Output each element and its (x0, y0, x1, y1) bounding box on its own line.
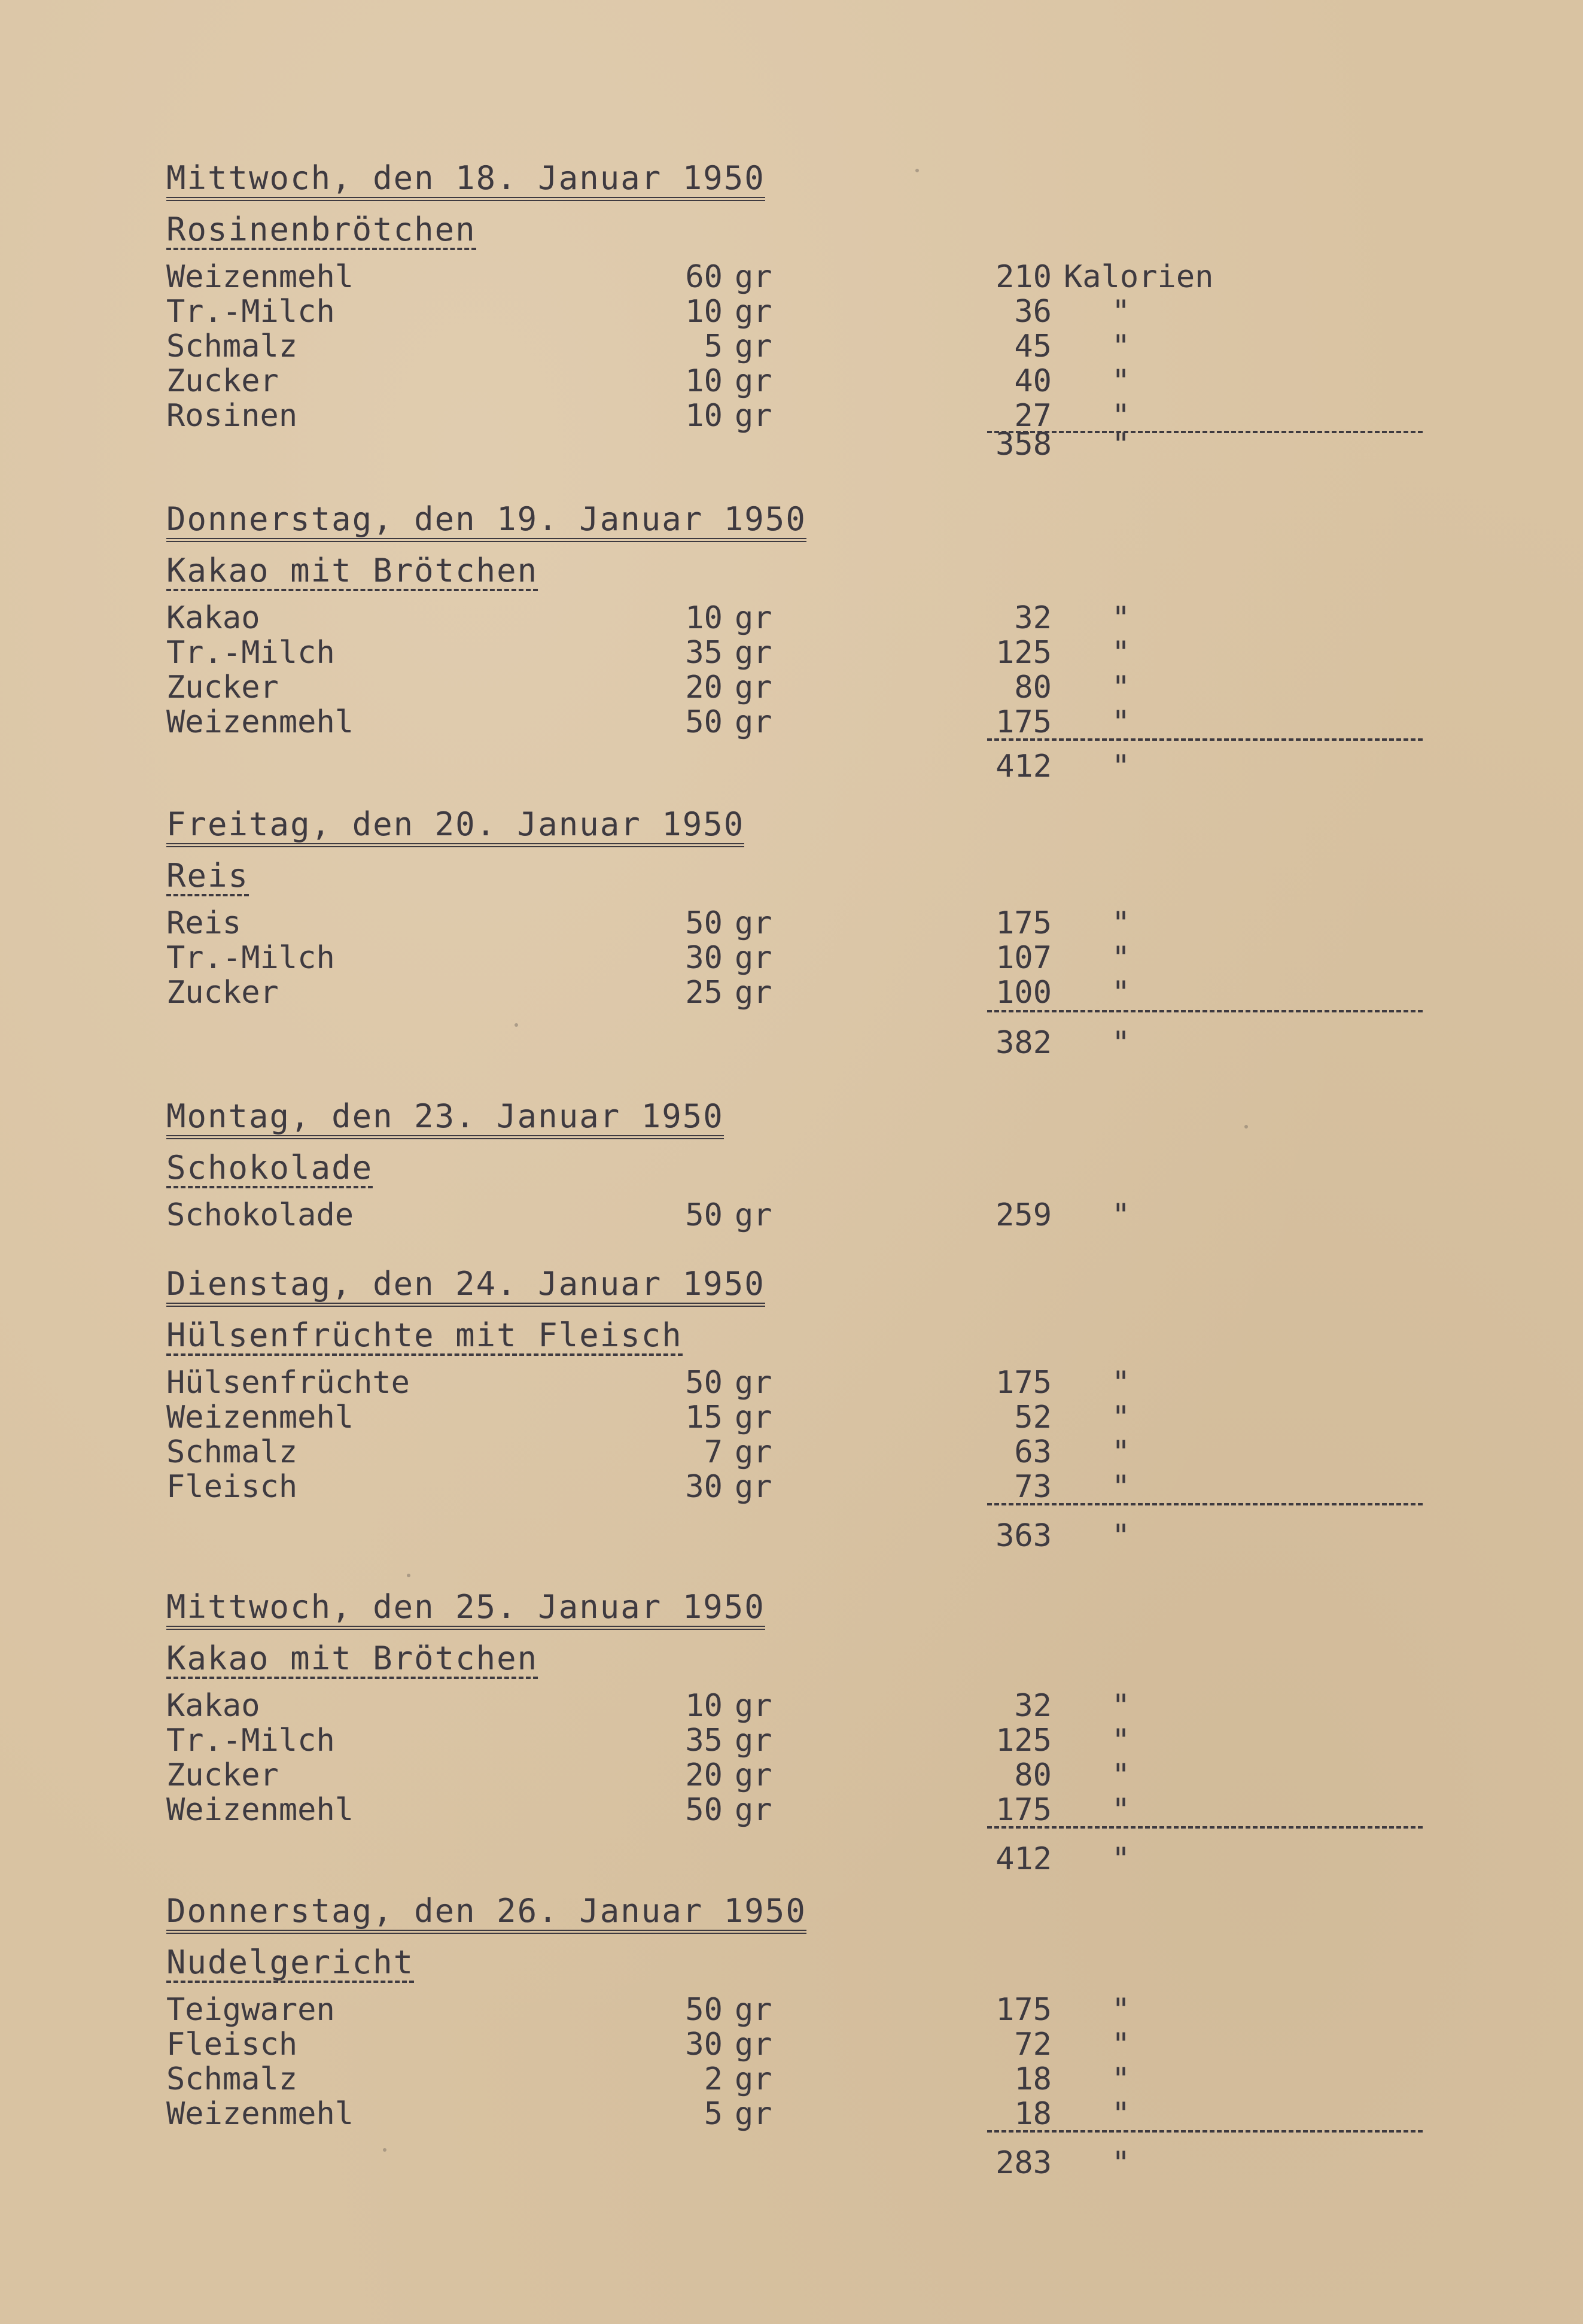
ingredient-kcal: 40 (1014, 363, 1052, 399)
ingredient-unit: gr (735, 1992, 772, 2028)
ingredient-row (166, 941, 1303, 975)
ingredient-unit: gr (735, 600, 772, 636)
paper-speck (915, 169, 919, 172)
ingredient-unit: gr (735, 328, 772, 364)
ditto-mark: " (1112, 398, 1131, 434)
ingredient-row (166, 364, 1303, 399)
day-heading: Freitag, den 20. Januar 1950 (166, 807, 744, 847)
ingredient-kcal: 73 (1014, 1469, 1052, 1505)
ingredient-unit: gr (735, 905, 772, 941)
ingredient-unit: gr (735, 2061, 772, 2097)
ingredient-kcal: 63 (1014, 1434, 1052, 1470)
ditto-mark: " (1112, 704, 1131, 740)
ingredient-kcal: 175 (996, 905, 1052, 941)
ditto-mark: " (1112, 1400, 1131, 1435)
ingredient-name: Schmalz (166, 2061, 298, 2097)
ditto-mark: " (1112, 1841, 1131, 1877)
ingredient-row (166, 1793, 1303, 1827)
ingredient-row (166, 294, 1303, 329)
ingredient-kcal: 45 (1014, 328, 1052, 364)
dish-title: Nudelgericht (166, 1945, 414, 1983)
ingredient-name: Weizenmehl (166, 1400, 354, 1435)
total-kcal: 412 (996, 1841, 1052, 1877)
ditto-mark: " (1112, 1518, 1131, 1554)
ditto-mark: " (1112, 975, 1131, 1011)
ingredient-unit: gr (735, 940, 772, 976)
ingredient-unit: gr (735, 1400, 772, 1435)
ingredient-kcal: 72 (1014, 2027, 1052, 2063)
ditto-mark: " (1112, 1992, 1131, 2028)
paper-speck (515, 1023, 518, 1027)
ingredient-kcal: 175 (996, 1792, 1052, 1828)
ditto-mark: " (1112, 328, 1131, 364)
ingredient-qty: 10 (685, 294, 723, 330)
ditto-mark: " (1112, 363, 1131, 399)
ditto-mark: " (1112, 1025, 1131, 1061)
ingredient-unit: gr (735, 294, 772, 330)
ingredient-unit: gr (735, 1688, 772, 1724)
dish-title: Rosinenbrötchen (166, 212, 476, 250)
ingredient-qty: 20 (685, 670, 723, 705)
ingredient-qty: 5 (704, 328, 723, 364)
ditto-mark: " (1112, 2145, 1131, 2181)
dish-title: Kakao mit Brötchen (166, 1641, 538, 1679)
ingredient-qty: 50 (685, 1365, 723, 1401)
ingredient-kcal: 125 (996, 635, 1052, 671)
ingredient-name: Schokolade (166, 1197, 354, 1233)
ditto-mark: " (1112, 635, 1131, 671)
total-row (166, 2146, 1303, 2180)
ditto-mark: " (1112, 905, 1131, 941)
ingredient-row (166, 2027, 1303, 2062)
ingredient-kcal: 18 (1014, 2061, 1052, 2097)
ingredient-qty: 7 (704, 1434, 723, 1470)
sum-rule (987, 2130, 1423, 2133)
ingredient-kcal: 32 (1014, 1688, 1052, 1724)
paper-speck (1244, 1125, 1248, 1128)
ingredient-name: Kakao (166, 600, 260, 636)
ingredient-name: Weizenmehl (166, 2096, 354, 2132)
dish-title: Hülsenfrüchte mit Fleisch (166, 1318, 683, 1356)
ingredient-qty: 10 (685, 1688, 723, 1724)
dish-title: Schokolade (166, 1150, 373, 1188)
paper-speck (407, 1574, 410, 1577)
day-heading: Donnerstag, den 19. Januar 1950 (166, 501, 806, 542)
sum-rule (987, 1826, 1423, 1829)
ingredient-qty: 10 (685, 363, 723, 399)
ditto-mark: " (1112, 1365, 1131, 1401)
ingredient-name: Tr.-Milch (166, 294, 335, 330)
ingredient-row (166, 2097, 1303, 2131)
ingredient-qty: 35 (685, 635, 723, 671)
ingredient-qty: 10 (685, 398, 723, 434)
ditto-mark: " (1112, 940, 1131, 976)
ingredient-unit: gr (735, 1434, 772, 1470)
paper-speck (383, 2148, 386, 2152)
ingredient-unit: gr (735, 1723, 772, 1759)
dish-title: Kakao mit Brötchen (166, 553, 538, 591)
total-row (166, 1519, 1303, 1553)
total-kcal: 358 (996, 427, 1052, 463)
ingredient-name: Fleisch (166, 1469, 298, 1505)
sum-rule (987, 1010, 1423, 1012)
ingredient-name: Rosinen (166, 398, 298, 434)
ditto-mark: " (1112, 1469, 1131, 1505)
ingredient-kcal: 210 (996, 259, 1052, 295)
ingredient-qty: 30 (685, 2027, 723, 2063)
total-kcal: 412 (996, 749, 1052, 784)
ingredient-name: Zucker (166, 670, 279, 705)
ingredient-name: Tr.-Milch (166, 940, 335, 976)
ingredient-qty: 20 (685, 1757, 723, 1793)
ingredient-qty: 30 (685, 940, 723, 976)
ingredient-row (166, 260, 1303, 294)
ingredient-kcal: 175 (996, 1365, 1052, 1401)
dish-title: Reis (166, 858, 249, 896)
ingredient-row (166, 2062, 1303, 2097)
ingredient-unit: gr (735, 1792, 772, 1828)
ingredient-name: Weizenmehl (166, 259, 354, 295)
ingredient-kcal: 32 (1014, 600, 1052, 636)
total-row (166, 1026, 1303, 1060)
ingredient-unit: gr (735, 1365, 772, 1401)
ingredient-qty: 10 (685, 600, 723, 636)
ditto-mark: " (1112, 2027, 1131, 2063)
ingredient-qty: 50 (685, 1992, 723, 2028)
ditto-mark: " (1112, 1197, 1131, 1233)
kalorien-label: Kalorien (1064, 259, 1214, 295)
ingredient-row (166, 635, 1303, 670)
ingredient-row (166, 1400, 1303, 1435)
ingredient-name: Hülsenfrüchte (166, 1365, 410, 1401)
ingredient-unit: gr (735, 363, 772, 399)
ingredient-kcal: 259 (996, 1197, 1052, 1233)
ingredient-kcal: 175 (996, 704, 1052, 740)
ditto-mark: " (1112, 294, 1131, 330)
ingredient-kcal: 27 (1014, 398, 1052, 434)
ingredient-row (166, 1365, 1303, 1400)
ingredient-unit: gr (735, 1469, 772, 1505)
ingredient-name: Schmalz (166, 328, 298, 364)
ditto-mark: " (1112, 600, 1131, 636)
ingredient-row (166, 1435, 1303, 1470)
total-row (166, 749, 1303, 784)
ingredient-row (166, 329, 1303, 364)
ingredient-name: Teigwaren (166, 1992, 335, 2028)
ditto-mark: " (1112, 2096, 1131, 2132)
total-row (166, 1842, 1303, 1876)
ingredient-unit: gr (735, 259, 772, 295)
ingredient-row (166, 1758, 1303, 1793)
ingredient-kcal: 18 (1014, 2096, 1052, 2132)
day-heading: Mittwoch, den 18. Januar 1950 (166, 160, 765, 201)
ingredient-row (166, 705, 1303, 740)
ingredient-kcal: 107 (996, 940, 1052, 976)
ingredient-name: Weizenmehl (166, 1792, 354, 1828)
ingredient-row (166, 906, 1303, 941)
ingredient-kcal: 125 (996, 1723, 1052, 1759)
total-kcal: 283 (996, 2145, 1052, 2181)
sum-rule (987, 738, 1423, 741)
ingredient-qty: 50 (685, 704, 723, 740)
total-kcal: 363 (996, 1518, 1052, 1554)
ingredient-name: Fleisch (166, 2027, 298, 2063)
ingredient-unit: gr (735, 670, 772, 705)
ingredient-qty: 60 (685, 259, 723, 295)
total-kcal: 382 (996, 1025, 1052, 1061)
ingredient-unit: gr (735, 2096, 772, 2132)
ingredient-name: Kakao (166, 1688, 260, 1724)
ingredient-unit: gr (735, 2027, 772, 2063)
ditto-mark: " (1112, 1723, 1131, 1759)
ingredient-qty: 30 (685, 1469, 723, 1505)
day-heading: Dienstag, den 24. Januar 1950 (166, 1266, 765, 1307)
ingredient-kcal: 100 (996, 975, 1052, 1011)
ingredient-qty: 50 (685, 1792, 723, 1828)
ditto-mark: " (1112, 2061, 1131, 2097)
day-heading: Donnerstag, den 26. Januar 1950 (166, 1893, 806, 1934)
ingredient-name: Zucker (166, 975, 279, 1011)
ingredient-name: Tr.-Milch (166, 1723, 335, 1759)
ditto-mark: " (1112, 1688, 1131, 1724)
ingredient-name: Tr.-Milch (166, 635, 335, 671)
ingredient-qty: 25 (685, 975, 723, 1011)
ingredient-unit: gr (735, 398, 772, 434)
day-heading: Mittwoch, den 25. Januar 1950 (166, 1589, 765, 1630)
ingredient-unit: gr (735, 635, 772, 671)
ingredient-qty: 50 (685, 1197, 723, 1233)
sum-rule (987, 1503, 1423, 1505)
ditto-mark: " (1112, 1792, 1131, 1828)
ingredient-name: Schmalz (166, 1434, 298, 1470)
ditto-mark: " (1112, 1757, 1131, 1793)
total-row (166, 427, 1303, 462)
ingredient-qty: 5 (704, 2096, 723, 2132)
ingredient-row (166, 601, 1303, 635)
ingredient-qty: 35 (685, 1723, 723, 1759)
ingredient-unit: gr (735, 704, 772, 740)
ingredient-kcal: 80 (1014, 670, 1052, 705)
ingredient-name: Zucker (166, 1757, 279, 1793)
ditto-mark: " (1112, 670, 1131, 705)
ingredient-name: Reis (166, 905, 242, 941)
ingredient-row (166, 975, 1303, 1010)
ingredient-unit: gr (735, 1757, 772, 1793)
ingredient-row (166, 1198, 1303, 1233)
ingredient-qty: 50 (685, 905, 723, 941)
ingredient-row (166, 1689, 1303, 1723)
ingredient-row (166, 1993, 1303, 2027)
ingredient-kcal: 36 (1014, 294, 1052, 330)
ingredient-row (166, 1723, 1303, 1758)
ingredient-name: Weizenmehl (166, 704, 354, 740)
ditto-mark: " (1112, 1434, 1131, 1470)
ingredient-kcal: 175 (996, 1992, 1052, 2028)
ingredient-name: Zucker (166, 363, 279, 399)
ditto-mark: " (1112, 427, 1131, 463)
ingredient-row (166, 1470, 1303, 1504)
ingredient-qty: 2 (704, 2061, 723, 2097)
ingredient-unit: gr (735, 975, 772, 1011)
ingredient-row (166, 670, 1303, 705)
ingredient-kcal: 52 (1014, 1400, 1052, 1435)
ingredient-kcal: 80 (1014, 1757, 1052, 1793)
ingredient-unit: gr (735, 1197, 772, 1233)
ditto-mark: " (1112, 749, 1131, 784)
day-heading: Montag, den 23. Januar 1950 (166, 1099, 724, 1139)
ingredient-qty: 15 (685, 1400, 723, 1435)
